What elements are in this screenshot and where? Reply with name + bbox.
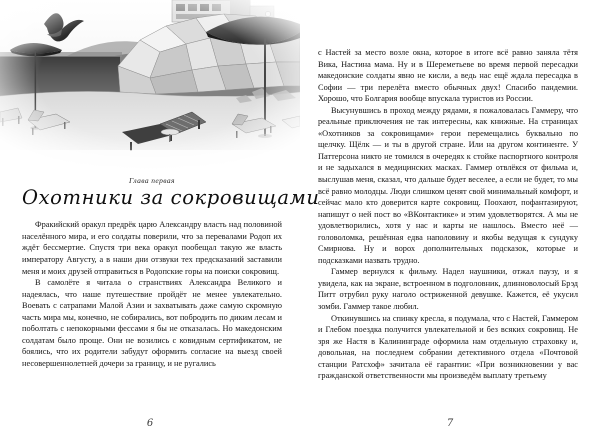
- chapter-heading: [22, 176, 320, 209]
- page-number-right: 7: [446, 418, 454, 429]
- right-page-body: [318, 0, 578, 382]
- paragraph: В самолёте я читала о странствиях Александра Великого и надеялась, что наше путешествие пройдёт не менее увлекательно. Воевать с сатрапами Малой Азии и захватывать даже самую скромную часть мира мы, конечно, не собирались, вот побродить по диким лесам и поболтать с непокорными фессами я бы не отказалась. Но македонским солдатам было проще. Они не возились с ковидным сертификатом, не боялись, что их родители забудут оформить согласие на выезд своей несовершеннолетней дочери за границу, и не ругались: [22, 278, 282, 368]
- beach-scene-illustration: [0, 0, 300, 172]
- chapter-kicker: Глава первая: [129, 176, 175, 185]
- paragraph: Гаммер вернулся к фильму. Надел наушники, отжал паузу, и я увидела, как на экране, встроенном в подголовник, длинноволосый Брэд Питт отрубил руку наголо остриженной девушке. Кажется, её укусил зомби. Гаммер такое любил.: [318, 267, 578, 312]
- paragraph: Откинувшись на спинку кресла, я подумала, что с Настей, Гаммером и Глебом поездка получится увлекательной и без всяких сокровищ. Не зря же Настя в Калининграде оформила нам отдельную страховку и, довольная, на последнем собрании детективного отдела «Почтовой станции Ратсхоф» зачитала её гарантии: «При возникновении у вас гражданской ответственности мы произведём выплату третьему: [318, 313, 578, 381]
- chapter-illustration: [0, 0, 300, 172]
- paragraph: Высунувшись в проход между рядами, я пожаловалась Гаммеру, что реальные приключения не так интересны, как книжные. На страницах «Охотников за сокровищами» герои перемещались буквально по щелчку. Щёлк — и ты в другой стране. Или на другом континенте. У Паттерсона никто не томился в очередях к стойке паспортного контроля и не задыхался в медицинских масках. Гаммер отвлёкся от фильма и, выслушав меня, сказал, что дальше будет веселее, а если не будет, то мы всё равно молодцы. Люди слишком ценят свой минимальный комфорт, и сейчас мало кто доверится карте сокровищ. Поохают, пофантазируют, напишут о ней пост во «ВКонтактике» и этим удовлетворятся. А мы не удовлетворились, хотя у нас и карты не нашлось. Вместо неё — головоломка, решённая едва наполовину и якобы ведущая к сундуку Смирнова. Ну и ворох дополнительных подсказок, которые и подсказками назвать трудно.: [318, 105, 578, 265]
- left-page-body: [22, 219, 282, 369]
- right-page: [300, 0, 600, 445]
- page-number-left: 6: [146, 418, 154, 429]
- paragraph: с Настей за место возле окна, которое в итоге всё равно заняла тётя Вика, Настина мама. Ну и в Шереметьеве во время первой пересадки македонские солдаты явно не кисли, а ведь нас ещё ждала пересадка в Софии — три перелёта вместо обычных двух! Спасибо пандемии. Хорошо, что Болгария вообще впускала туристов из России.: [318, 48, 578, 104]
- chapter-title: Охотники за сокровищами: [22, 185, 320, 209]
- paragraph: Фракийский оракул предрёк царю Александру власть над половиной населённого мира, и его солдаты поверили, что за перевалами Родоп их ждёт бессмертие. Спустя три века оракул пообещал такую же власть императору Августу, а в наши дни отзвуки тех предсказаний заставили меня и моих друзей отправиться в Родопские горы на поиски сокровищ.: [22, 220, 282, 276]
